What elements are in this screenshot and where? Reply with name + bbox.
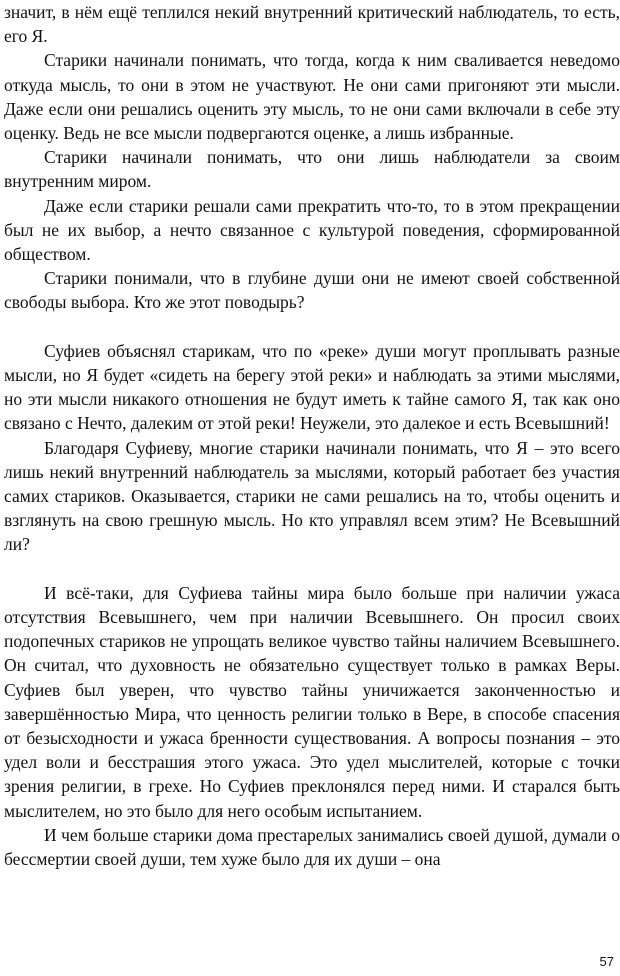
paragraph-8: И всё-таки, для Суфиева тайны мира было больше при наличии ужаса отсутствия Всевышнего, чем при наличии Всевышнего. Он просил своих подопечных стариков не упрощать великое чувство тайны наличием Всевышнего. Он считал, что духовность не обязательно существует только в рамках Веры. Суфиев был уверен, что чувство тайны уничижается законченностью и завершённостью Мира, что ценность религии только в Вере, в способе спасения от безысходности и ужаса бренности существования. А вопросы познания – это удел воли и бесстрашия этого ужаса. Это удел мыслителей, которые с точки зрения религии, в грехе. Но Суфиев преклонялся перед ними. И старался быть мыслителем, но это было для него особым испытанием.: [4, 582, 620, 821]
section-break: [4, 557, 620, 581]
paragraph-1: значит, в нём ещё теплился некий внутренний критический наблюдатель, то есть, его Я.: [4, 2, 620, 47]
paragraph-7: Благодаря Суфиеву, многие старики начинали понимать, что Я – это всего лишь некий внутренний наблюдатель за мыслями, который работает без участия самих стариков. Оказывается, старики не сами решались на то, чтобы оценить и взглянуть на свою грешную мысль. Но кто управлял всем этим? Не Всевышний ли?: [4, 437, 620, 555]
paragraph-4: Даже если старики решали сами прекратить что-то, то в этом прекращении был не их выбор, а нечто связанное с культурой поведения, сформированной обществом.: [4, 195, 620, 265]
paragraph-3: Старики начинали понимать, что они лишь наблюдатели за своим внутренним миром.: [4, 147, 620, 192]
paragraph-2: Старики начинали понимать, что тогда, когда к ним сваливается неведомо откуда мысль, то они в этом не участвуют. Не они сами пригоняют эти мысли. Даже если они решались оценить эту мысль, то не они сами включали в себе эту оценку. Ведь не все мысли подвергаются оценке, а лишь избранные.: [4, 50, 620, 144]
section-break: [4, 315, 620, 339]
page-number: 57: [599, 954, 614, 969]
paragraph-9: И чем больше старики дома престарелых занимались своей душой, думали о бессмертии своей души, тем хуже было для их души – она: [4, 824, 620, 870]
page-text: [4, 0, 620, 871]
paragraph-5: Старики понимали, что в глубине души они не имеют своей собственной свободы выбора. Кто же этот поводырь?: [4, 268, 620, 313]
paragraph-6: Суфиев объяснял старикам, что по «реке» души могут проплывать разные мысли, но Я будет «сидеть на берегу этой реки» и наблюдать за этими мыслями, но эти мысли никакого отношения не будут иметь к тайне самого Я, так как оно связано с Нечто, далеким от этой реки! Неужели, это далекое и есть Всевышний!: [4, 340, 620, 434]
